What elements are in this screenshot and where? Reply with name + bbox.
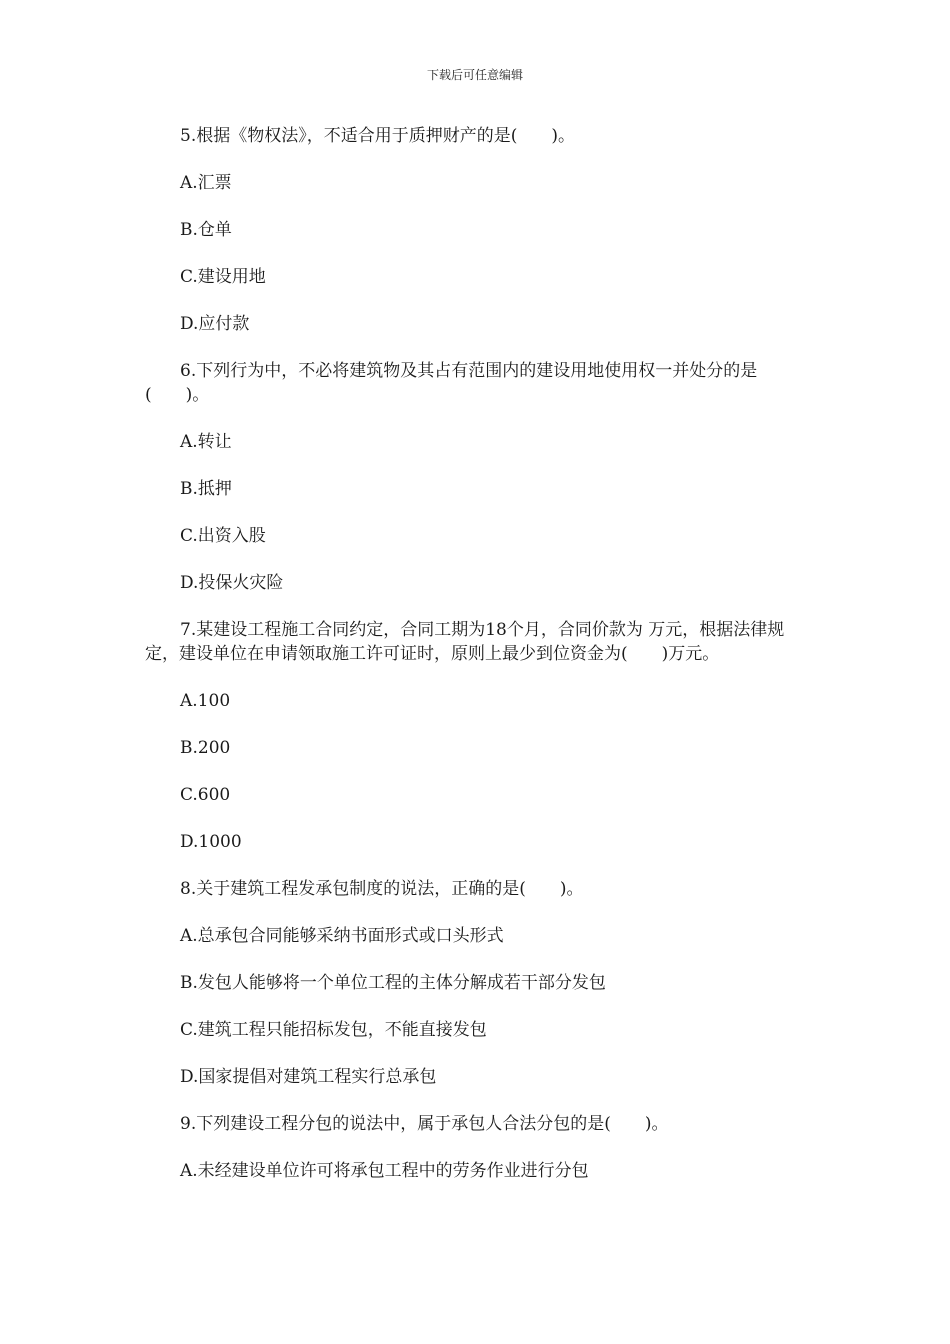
page-header: 下载后可任意编辑 [426,68,523,82]
question-list [145,124,810,1206]
question-stem: 9.下列建设工程分包的说法中，属于承包人合法分包的是( )。 [180,1114,669,1134]
answer-option: B.仓单 [180,220,232,240]
answer-option: B.发包人能够将一个单位工程的主体分解成若干部分发包 [180,973,606,993]
answer-option: A.未经建设单位许可将承包工程中的劳务作业进行分包 [180,1161,589,1181]
answer-option: B.抵押 [180,479,232,499]
answer-option: C.建设用地 [180,267,266,287]
answer-option: D.国家提倡对建筑工程实行总承包 [180,1067,437,1087]
answer-option: A.总承包合同能够采纳书面形式或口头形式 [180,926,504,946]
question-stem: 6.下列行为中，不必将建筑物及其占有范围内的建设用地使用权一并处分的是( )。 [145,361,758,405]
answer-option: A.汇票 [180,173,232,193]
answer-option: B.200 [180,738,231,758]
answer-option: D.1000 [180,832,242,852]
question-stem: 7.某建设工程施工合同约定，合同工期为18个月，合同价款为 万元，根据法律规定，建设单位在申请领取施工许可证时，原则上最少到位资金为( )万元。 [145,620,785,664]
question-stem: 5.根据《物权法》，不适合用于质押财产的是( )。 [180,126,575,146]
answer-option: C.出资入股 [180,526,266,546]
answer-option: D.应付款 [180,314,250,334]
question-stem: 8.关于建筑工程发承包制度的说法，正确的是( )。 [180,879,584,899]
answer-option: A.转让 [180,432,232,452]
answer-option: C.600 [180,785,231,805]
answer-option: A.100 [180,691,231,711]
answer-option: C.建筑工程只能招标发包，不能直接发包 [180,1020,487,1040]
answer-option: D.投保火灾险 [180,573,284,593]
